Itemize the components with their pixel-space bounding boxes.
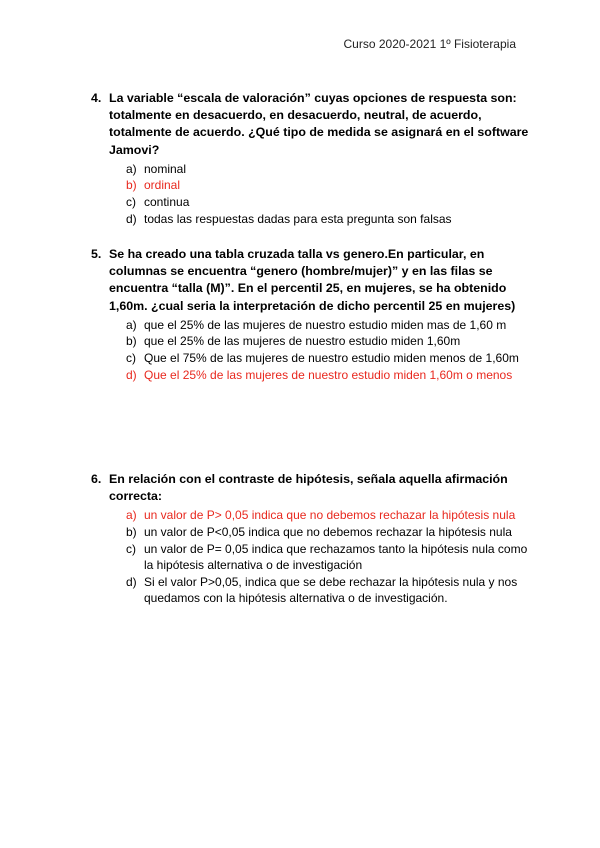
option-text: continua xyxy=(144,195,190,209)
option-letter: b) xyxy=(126,334,137,349)
option-c xyxy=(126,350,531,367)
option-text: un valor de P<0,05 indica que no debemos rechazar la hipótesis nula xyxy=(144,525,512,539)
question-number: 6. xyxy=(91,472,102,486)
option-letter: b) xyxy=(126,178,137,193)
question-text: Se ha creado una tabla cruzada talla vs genero.En particular, en columnas se encuentra “genero (hombre/mujer)” y en las filas se encuentra “talla (M)”. En el percentil 25, en mujeres, se ha obtenido 1,60m. ¿cual seria la interpretación de dicho percentil 25 en mujeres) xyxy=(109,247,516,313)
question-number: 5. xyxy=(91,247,102,261)
option-text: que el 25% de las mujeres de nuestro estudio miden 1,60m xyxy=(144,334,461,349)
option-d-correct xyxy=(126,367,531,384)
option-text: ordinal xyxy=(144,178,181,193)
question-number: 4. xyxy=(91,91,102,105)
option-a xyxy=(126,161,531,178)
option-text: Si el valor P>0,05, indica que se debe rechazar la hipótesis nula y nos quedamos con la hipótesis alternativa o de investigación. xyxy=(144,574,518,606)
option-d xyxy=(126,211,531,228)
option-letter: a) xyxy=(126,508,137,523)
option-letter: d) xyxy=(126,211,137,226)
option-c xyxy=(126,194,531,211)
option-b-correct xyxy=(126,177,531,194)
question-4 xyxy=(91,90,531,227)
options-list xyxy=(91,317,531,383)
option-letter: a) xyxy=(126,317,137,332)
option-a xyxy=(126,317,531,334)
option-text: todas las respuestas dadas para esta pregunta son falsas xyxy=(144,211,452,226)
question-5 xyxy=(91,246,531,383)
option-letter: a) xyxy=(126,161,137,176)
option-letter: c) xyxy=(126,195,136,209)
question-text: En relación con el contraste de hipótesis, señala aquella afirmación correcta: xyxy=(109,472,508,504)
option-b xyxy=(126,524,531,541)
question-text: La variable “escala de valoración” cuyas opciones de respuesta son: totalmente en desacuerdo, en desacuerdo, neutral, de acuerdo, totalmente de acuerdo. ¿Qué tipo de medida se asignará en el software Jamovi? xyxy=(109,91,529,157)
option-letter: d) xyxy=(126,574,137,589)
option-text: que el 25% de las mujeres de nuestro estudio miden mas de 1,60 m xyxy=(144,317,507,332)
option-a-correct xyxy=(126,507,531,524)
options-list xyxy=(91,161,531,227)
question-6 xyxy=(91,471,531,607)
option-letter: c) xyxy=(126,541,136,556)
option-text: Que el 25% de las mujeres de nuestro estudio miden 1,60m o menos xyxy=(144,367,513,382)
option-text: nominal xyxy=(144,161,187,176)
option-letter: b) xyxy=(126,525,137,539)
option-letter: c) xyxy=(126,351,136,365)
option-text: un valor de P= 0,05 indica que rechazamos tanto la hipótesis nula como la hipótesis alternativa o de investigación xyxy=(144,541,528,573)
option-d xyxy=(126,574,531,607)
options-list xyxy=(91,507,531,607)
option-text: Que el 75% de las mujeres de nuestro estudio miden menos de 1,60m xyxy=(144,351,519,365)
course-header: Curso 2020-2021 1º Fisioterapia xyxy=(343,37,516,51)
option-b xyxy=(126,333,531,350)
option-letter: d) xyxy=(126,367,137,382)
option-text: un valor de P> 0,05 indica que no debemos rechazar la hipótesis nula xyxy=(144,508,516,523)
option-c xyxy=(126,541,531,574)
